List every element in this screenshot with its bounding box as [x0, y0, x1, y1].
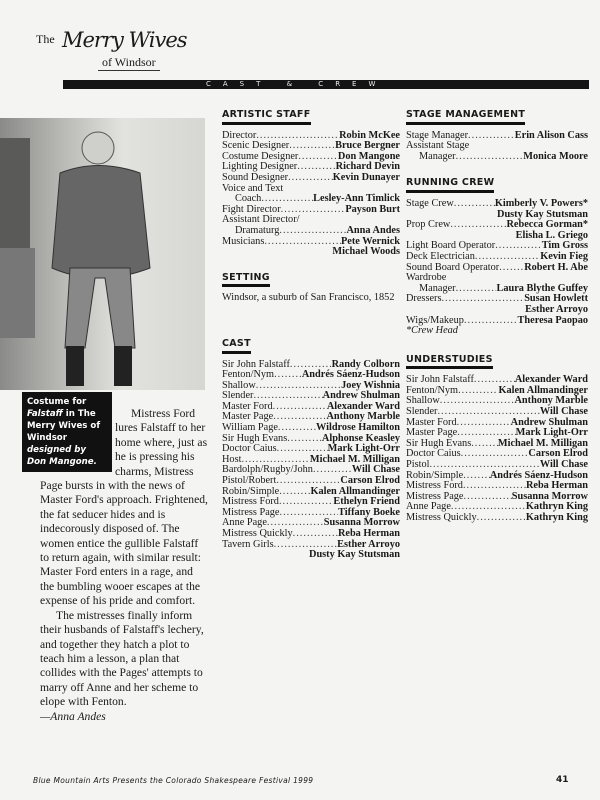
credit-name: Andrés Sáenz-Hudson: [301, 369, 400, 381]
dot-leader: [274, 370, 302, 381]
credit-name: Joey Wishnia: [341, 379, 400, 391]
credit-name: Randy Colborn: [331, 358, 400, 370]
role: Mistress Page: [406, 490, 464, 502]
credit-name: Dusty Kay Stutsman: [497, 208, 588, 220]
role: Light Board Operator: [406, 240, 496, 252]
credit-name: Andrés Sáenz-Hudson: [489, 469, 588, 481]
role: Slender: [222, 390, 254, 402]
role: Master Ford: [406, 416, 457, 428]
role: Sir Hugh Evans: [406, 437, 472, 449]
credit-name: Esther Arroyo: [337, 538, 400, 550]
credit-name: Esther Arroyo: [525, 303, 588, 315]
credit-name: Susanna Morrow: [511, 490, 588, 502]
credit-name: Alphonse Keasley: [321, 432, 400, 444]
credit-entry: Prop Crew ..... Rebecca Gorman*: [406, 220, 588, 231]
credit-entry: Dramaturg ..... Anna Andes: [222, 226, 400, 237]
credit-name: Andrew Shulman: [510, 416, 588, 428]
credit-name: Reba Herman: [525, 480, 588, 492]
credit-name: Mark Light-Orr: [327, 443, 400, 455]
credit-name: Tim Gross: [541, 240, 588, 252]
credit-name: Robert H. Abe: [524, 261, 588, 273]
role: Scenic Designer: [222, 140, 290, 152]
dot-leader: [477, 513, 526, 524]
credit-name: Ethelyn Friend: [333, 496, 400, 508]
dot-leader: [279, 487, 310, 498]
role: Master Ford: [222, 400, 273, 412]
dot-leader: [495, 241, 542, 252]
credit-name: Will Chase: [351, 464, 400, 476]
credit-name: Anthony Marble: [514, 395, 588, 407]
role: Mistress Ford: [222, 496, 279, 508]
credit-name: Reba Herman: [337, 528, 400, 539]
credit-name: Kathryn King: [525, 501, 588, 513]
dot-leader: [279, 497, 333, 508]
heading-running-crew: RUNNING CREW: [406, 178, 494, 193]
dot-leader: [287, 434, 322, 445]
role: Sound Designer: [222, 171, 289, 183]
falstaff-figure-icon: [0, 118, 205, 390]
role: Tavern Girls: [222, 538, 274, 550]
logo-title: Merry Wives: [62, 28, 187, 52]
dot-leader: [475, 252, 540, 263]
credit-name: Kalen Allmandinger: [310, 485, 400, 497]
credit-entry: [222, 173, 400, 184]
credit-name: Alexander Ward: [514, 374, 588, 386]
role: Sir John Falstaff: [406, 374, 474, 386]
role-label: Assistant Director/: [222, 214, 300, 226]
credit-entry: Manager ..... Monica Moore: [406, 152, 588, 163]
column-crew: [406, 110, 588, 524]
credit-name: Michael M. Milligan: [497, 437, 588, 449]
role: Fenton/Nym: [222, 369, 275, 381]
synopsis-paragraph: Mistress Ford lures Falstaff to her home where, just as he is pressing his charms, Mistress Page bursts in with the news of Master Ford's approach. Frightened, the fat seducer hides and is indecorously disposed of. The women entice the gullible Falstaff to return again, with similar result: Master Ford enters in a rage, and the bumbling wooer escapes at the expense of his pride and comfort.: [40, 407, 208, 608]
role: Bardolph/Rugby/John: [222, 464, 313, 476]
role: Mistress Ford: [406, 480, 463, 492]
role: Pistol: [406, 459, 430, 471]
credit-name: Michael Woods: [332, 246, 400, 258]
credit-entry: Stage Manager ..... Erin Alison Cass: [406, 131, 588, 142]
credit-name: Don Mangone: [337, 150, 400, 162]
image-caption: Costume for Falstaff in The Merry Wives of Windsor designed by Don Mangone.: [22, 392, 112, 472]
credit-entry: Fight Director ..... Payson Burt: [222, 205, 400, 216]
credit-name: Mark Light-Orr: [515, 427, 588, 439]
credit-name: Kathryn King: [525, 512, 588, 523]
role: Mistress Page: [222, 506, 280, 518]
role: Sir Hugh Evans: [222, 432, 288, 444]
role: Deck Electrician: [406, 250, 475, 262]
credit-name: Will Chase: [539, 459, 588, 471]
dot-leader: [273, 402, 327, 413]
credit-entry: [406, 252, 588, 263]
credit-entry: [222, 529, 400, 540]
logo-the: The: [36, 32, 55, 46]
credit-name: Carson Elrod: [340, 475, 400, 487]
synopsis-paragraph: The mistresses finally inform their husbands of Falstaff's lechery, and together they hatch a plot to teach him a lesson, a plan that collides with the Pages' attempts to marry off Anne and her scheme to elope with Fenton.: [40, 608, 204, 709]
dot-leader: [288, 173, 333, 184]
role: Robin/Simple: [222, 485, 280, 497]
role: Host: [222, 453, 242, 465]
credit-name: Andrew Shulman: [322, 390, 400, 402]
role: Shallow: [406, 395, 440, 407]
credit-entry: Coach ..... Lesley-Ann Timlick: [222, 194, 400, 205]
credit-name: Kevin Fieg: [540, 250, 588, 262]
play-logo: [36, 26, 187, 72]
credit-name: Tiffany Boeke: [338, 506, 400, 518]
logo-subtitle: of Windsor: [98, 55, 160, 71]
role: Master Page: [222, 411, 274, 423]
dot-leader: [461, 449, 529, 460]
role: Doctor Caius: [406, 448, 461, 460]
credit-name: Kalen Allmandinger: [498, 384, 588, 396]
heading-artistic-staff: ARTISTIC STAFF: [222, 110, 311, 125]
heading-setting: SETTING: [222, 273, 270, 288]
costume-sketch-image: [0, 118, 205, 390]
dot-leader: [463, 471, 490, 482]
role: Mistress Quickly: [406, 512, 477, 523]
role-label: Wardrobe: [406, 272, 447, 284]
dot-leader: [464, 492, 512, 503]
dot-leader: [440, 396, 515, 407]
dot-leader: [298, 152, 338, 163]
credit-name: Will Chase: [539, 406, 588, 418]
page-number: 41: [556, 775, 569, 785]
credit-name: Carson Elrod: [528, 448, 588, 460]
role: Director: [222, 129, 257, 141]
role-label: Assistant Stage: [406, 140, 470, 152]
section-banner: CAST & CREW: [63, 80, 589, 89]
credit-name: Dusty Kay Stutsman: [309, 549, 400, 561]
role: Pistol/Robert: [222, 475, 277, 487]
crew-head-note: *Crew Head: [406, 325, 458, 337]
heading-cast: CAST: [222, 339, 251, 354]
role: Shallow: [222, 379, 256, 391]
credit-name: Robin McKee: [339, 129, 400, 141]
credit-name: Anthony Marble: [326, 411, 400, 423]
heading-understudies: UNDERSTUDIES: [406, 355, 493, 370]
credit-entry: Stage Crew ..... Kimberly V. Powers*: [406, 199, 588, 210]
role: Costume Designer: [222, 150, 299, 162]
author-signature: —Anna Andes: [40, 709, 106, 723]
role: Fenton/Nym: [406, 384, 459, 396]
dot-leader: [458, 386, 498, 397]
role: Doctor Caius: [222, 443, 277, 455]
role: Mistress Quickly: [222, 528, 293, 539]
page-footer: Blue Mountain Arts Presents the Colorado Shakespeare Festival 1999: [33, 776, 314, 785]
credit-name: Susanna Morrow: [323, 517, 400, 529]
credit-name: Richard Devin: [335, 161, 400, 173]
dot-leader: [471, 439, 498, 450]
role: Sir John Falstaff: [222, 358, 290, 370]
dot-leader: [293, 529, 338, 540]
dot-leader: [297, 162, 335, 173]
dot-leader: [499, 263, 524, 274]
credit-name: Bruce Bergner: [335, 140, 400, 152]
role: Anne Page: [222, 517, 267, 529]
credit-entry: Dressers ..... Susan Howlett: [406, 294, 588, 305]
role: William Page: [222, 422, 278, 434]
credit-entry: Wigs/Makeup ..... Theresa Paopao: [406, 316, 588, 327]
credit-entry: Manager ..... Laura Blythe Guffey: [406, 284, 588, 295]
role: Lighting Designer: [222, 161, 298, 173]
role: Slender: [406, 406, 438, 418]
dot-leader: [457, 418, 511, 429]
heading-stage-management: STAGE MANAGEMENT: [406, 110, 525, 125]
role: Anne Page: [406, 501, 451, 513]
role-label: Voice and Text: [222, 182, 284, 194]
credit-name: Michael M. Milligan: [309, 453, 400, 465]
role: Robin/Simple: [406, 469, 464, 481]
setting-text: Windsor, a suburb of San Francisco, 1852: [222, 292, 395, 304]
column-artistic-cast: [222, 110, 400, 561]
credit-name: Alexander Ward: [326, 400, 400, 412]
credit-name: Kevin Dunayer: [332, 171, 400, 183]
role: Sound Board Operator: [406, 261, 500, 273]
synopsis: [22, 392, 208, 724]
credit-name: Wildrose Hamilton: [315, 422, 400, 434]
credit-entry: [406, 513, 588, 524]
credit-name: Elisha L. Griego: [515, 229, 588, 241]
role: Master Page: [406, 427, 458, 439]
credit-entry: Musicians ..... Pete Wernick: [222, 237, 400, 248]
